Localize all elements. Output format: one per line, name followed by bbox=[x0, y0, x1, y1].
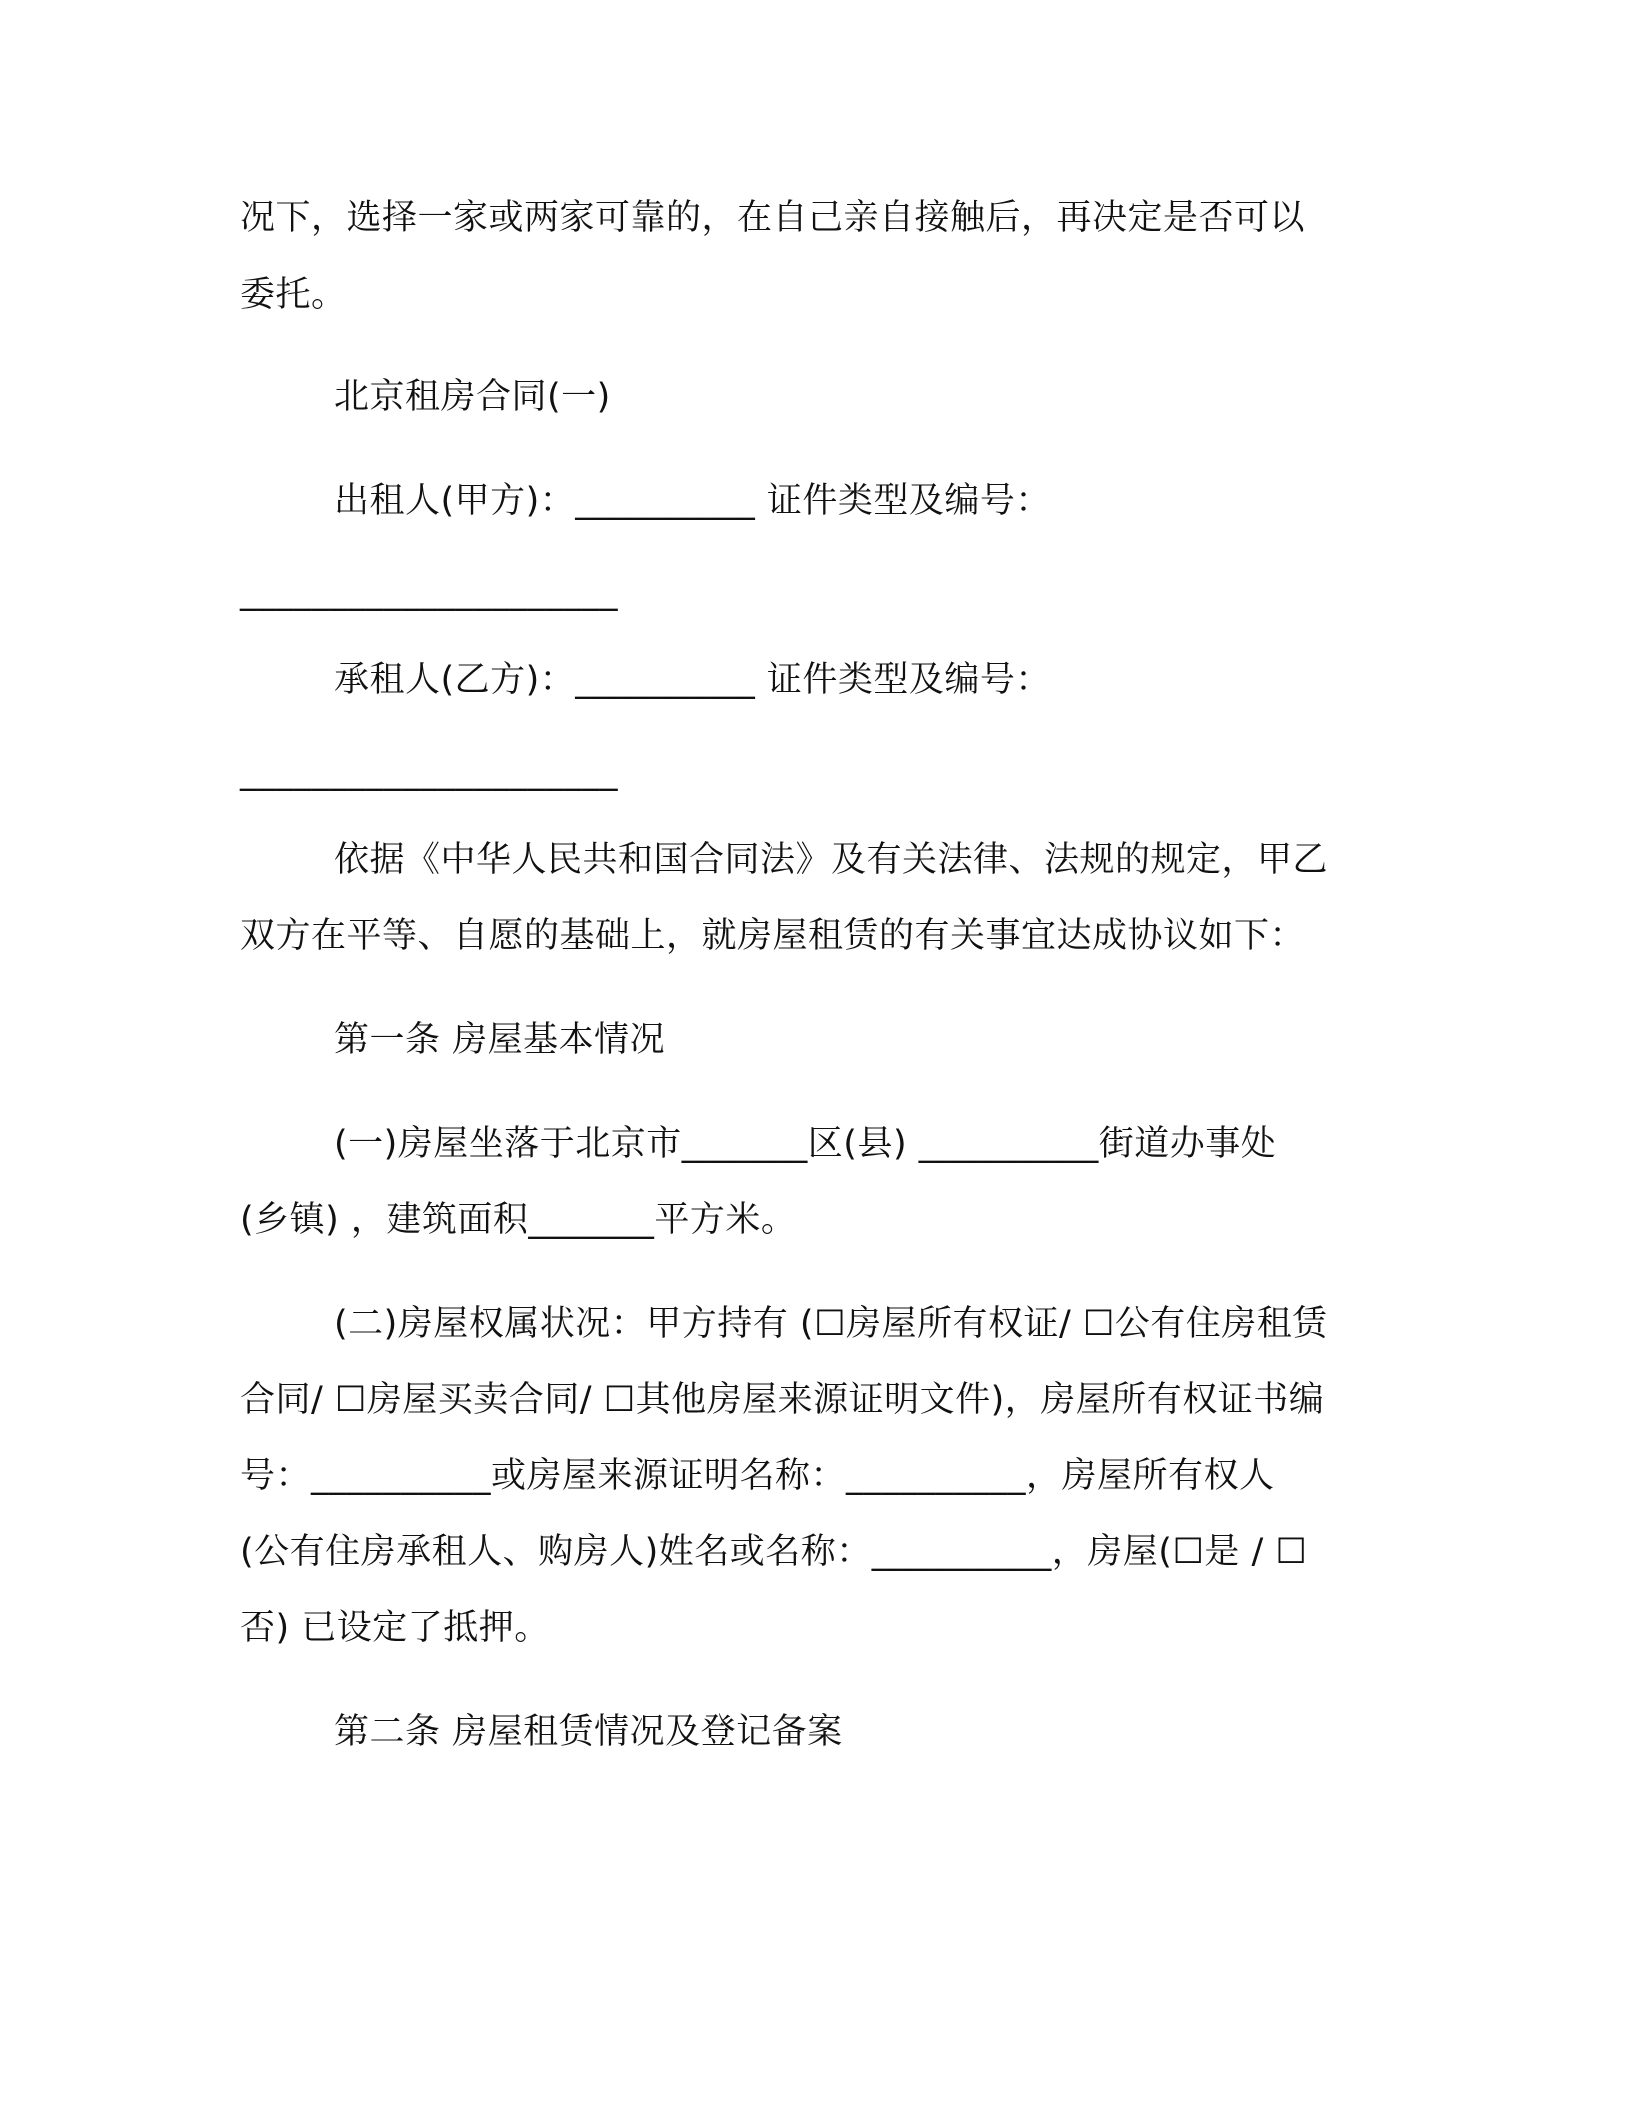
paragraph-continuation-line: 况下，选择一家或两家可靠的，在自己亲自接触后，再决定是否可以 bbox=[240, 198, 1306, 238]
preamble-line: 双方在平等、自愿的基础上，就房屋租赁的有关事宜达成协议如下： bbox=[240, 916, 1306, 956]
clause-1-2-line: 否) 已设定了抵押。 bbox=[240, 1608, 550, 1648]
clause-1-2-line: 号：__________或房屋来源证明名称：__________，房屋所有权人 bbox=[240, 1456, 1275, 1496]
clause-1-1-line: (乡镇) ，建筑面积_______平方米。 bbox=[240, 1200, 797, 1240]
lessee-line: 承租人(乙方)：__________ 证件类型及编号： bbox=[334, 660, 1051, 700]
article-2-heading: 第二条 房屋租赁情况及登记备案 bbox=[334, 1712, 843, 1752]
clause-1-2-line: (公有住房承租人、购房人)姓名或名称：__________，房屋(☐是 / ☐ bbox=[240, 1532, 1308, 1572]
lessor-id-blank: _____________________ bbox=[240, 572, 618, 612]
lessee-id-blank: _____________________ bbox=[240, 752, 618, 792]
clause-1-2-line: (二)房屋权属状况：甲方持有 (☐房屋所有权证/ ☐公有住房租赁 bbox=[334, 1304, 1328, 1344]
clause-1-2-line: 合同/ ☐房屋买卖合同/ ☐其他房屋来源证明文件)，房屋所有权证书编 bbox=[240, 1380, 1325, 1420]
contract-title: 北京租房合同(一) bbox=[334, 377, 611, 417]
article-1-heading: 第一条 房屋基本情况 bbox=[334, 1020, 666, 1060]
clause-1-1-line: (一)房屋坐落于北京市_______区(县) __________街道办事处 bbox=[334, 1124, 1277, 1164]
preamble-line: 依据《中华人民共和国合同法》及有关法律、法规的规定，甲乙 bbox=[334, 840, 1329, 880]
paragraph-continuation-line: 委托。 bbox=[240, 275, 347, 315]
lessor-line: 出租人(甲方)：__________ 证件类型及编号： bbox=[334, 481, 1051, 521]
